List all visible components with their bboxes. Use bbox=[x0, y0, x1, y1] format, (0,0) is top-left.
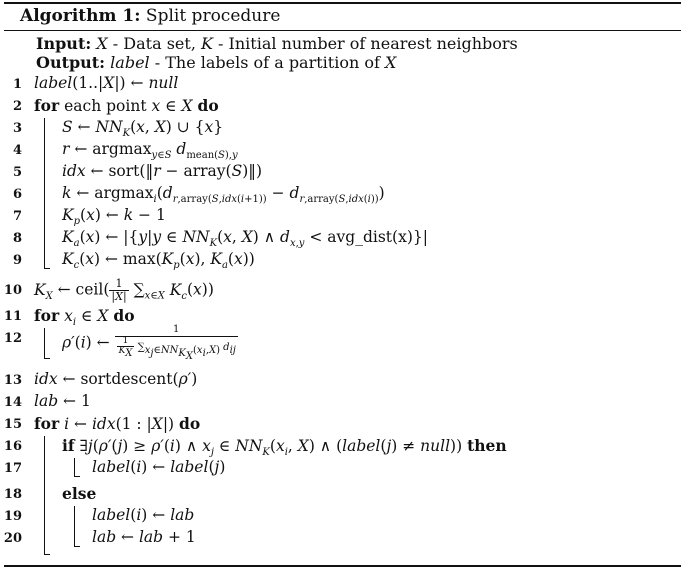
input-text: X - Data set, K - Initial number of nearest neighbors bbox=[96, 34, 518, 53]
input-keyword: Input: bbox=[36, 34, 92, 53]
line-number: 16 bbox=[3, 439, 22, 454]
output-text: label - The labels of a partition of X bbox=[110, 53, 397, 72]
algo-line-3 bbox=[0, 118, 685, 140]
line-code: ρ′(i) ← 1 $\frac{1}{K_X}$ $\sum_{x_j\in NN_{K_X}(x_i,X)}$ $d_{ij}$ bbox=[62, 324, 236, 362]
line-number: 10 bbox=[3, 283, 22, 298]
line-code: r ← argmax$_{y\in S}$ $d_{mean(S),y}$ bbox=[62, 140, 238, 162]
line-number: 4 bbox=[12, 143, 22, 158]
line-number: 19 bbox=[3, 509, 22, 524]
algo-line-13 bbox=[0, 370, 685, 392]
algo-line-18 bbox=[0, 484, 685, 506]
for-block-end bbox=[44, 554, 50, 555]
line-code: label(i) ← lab bbox=[92, 506, 195, 524]
line-number: 9 bbox=[12, 253, 22, 268]
line-code: lab ← 1 bbox=[34, 392, 91, 410]
title-rule bbox=[4, 30, 681, 31]
output-line bbox=[36, 53, 396, 72]
line-code: k ← $argmax_i(d_{r,array(S,idx(i+1))} - d_{r,array(S,idx(i))})$ bbox=[62, 184, 385, 206]
for-block-end bbox=[44, 358, 50, 359]
algo-line-7 bbox=[0, 206, 685, 228]
top-rule bbox=[4, 2, 681, 4]
algo-line-4 bbox=[0, 140, 685, 162]
line-code: idx ← sortdescent(ρ′) bbox=[34, 370, 198, 388]
bottom-rule bbox=[4, 565, 681, 567]
algo-line-9 bbox=[0, 250, 685, 272]
line-number: 2 bbox=[12, 99, 22, 114]
line-number: 18 bbox=[3, 487, 22, 502]
algorithm-title bbox=[20, 6, 280, 26]
algo-line-1 bbox=[0, 74, 685, 96]
line-code: else bbox=[62, 484, 97, 503]
line-number: 7 bbox=[12, 209, 22, 224]
line-code: label(i) ← label(j) bbox=[92, 458, 226, 476]
line-number: 1 bbox=[12, 77, 22, 92]
line-code: $K_a(x)$ ← |{y|y ∈ $NN_K(x$, X) ∧ $d_{x,y}$ < avg_dist(x)}| bbox=[62, 228, 428, 250]
line-number: 13 bbox=[3, 373, 22, 388]
algo-line-17 bbox=[0, 458, 685, 480]
line-code: if ∃j(ρ′(j) ≥ ρ′(i) ∧ $x_j$ ∈ $NN_K(x_i$, X) ∧ (label(j) ≠ null)) then bbox=[62, 436, 507, 459]
algo-line-10 bbox=[0, 277, 685, 303]
line-number: 12 bbox=[3, 331, 22, 346]
algo-line-19 bbox=[0, 506, 685, 528]
line-code: $K_X$ ← ceil( $\frac{1}{|X|}$ $\sum_{x\in X}$ $K_c(x)$) bbox=[34, 277, 214, 303]
algo-line-6 bbox=[0, 184, 685, 206]
line-number: 3 bbox=[12, 121, 22, 136]
algo-line-2 bbox=[0, 96, 685, 118]
line-code: for $x_i$ ∈ X do bbox=[34, 306, 135, 329]
algo-line-14 bbox=[0, 392, 685, 414]
line-number: 5 bbox=[12, 165, 22, 180]
line-number: 6 bbox=[12, 187, 22, 202]
algo-line-12 bbox=[0, 324, 685, 362]
algo-line-8 bbox=[0, 228, 685, 250]
output-keyword: Output: bbox=[36, 53, 106, 72]
line-number: 11 bbox=[3, 309, 22, 324]
line-code: lab ← lab + 1 bbox=[92, 528, 196, 546]
algorithm-name: Split procedure bbox=[145, 6, 281, 26]
algo-line-15 bbox=[0, 414, 685, 436]
line-code: label(1..|X|) ← null bbox=[34, 74, 179, 92]
line-code: S ← $NN_K(x$, X) ∪ {x} bbox=[62, 118, 224, 140]
line-code: for each point x ∈ X do bbox=[34, 96, 219, 115]
algo-line-16 bbox=[0, 436, 685, 458]
line-code: $K_c(x)$ ← $\max(K_p(x)$, $K_a(x)$) bbox=[62, 250, 255, 272]
line-code: for i ← idx(1 : |X|) do bbox=[34, 414, 201, 433]
algo-line-5 bbox=[0, 162, 685, 184]
line-code: $K_p(x)$ ← k − 1 bbox=[62, 206, 166, 228]
algorithm-label: Algorithm 1: bbox=[20, 6, 141, 26]
line-number: 14 bbox=[3, 395, 22, 410]
line-number: 20 bbox=[3, 531, 22, 546]
line-number: 8 bbox=[12, 231, 22, 246]
input-line bbox=[36, 34, 518, 53]
line-number: 15 bbox=[3, 417, 22, 432]
algo-line-20 bbox=[0, 528, 685, 550]
line-number: 17 bbox=[3, 461, 22, 476]
line-code: idx ← sort(‖r − array(S)‖) bbox=[62, 162, 263, 180]
